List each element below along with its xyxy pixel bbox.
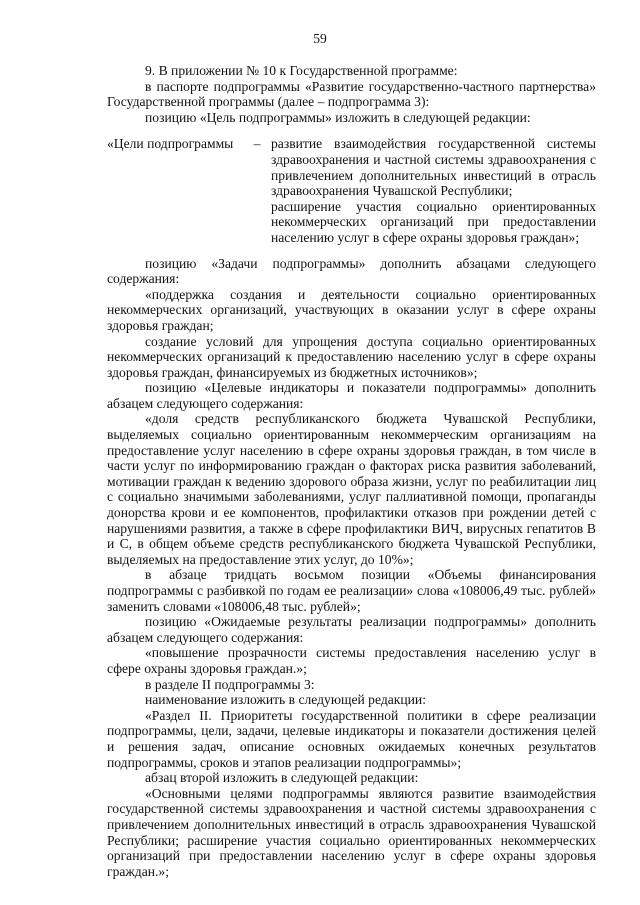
paragraph-second-paragraph-edit: абзац второй изложить в следующей редакции:: [145, 770, 419, 786]
goal-table: [107, 136, 596, 245]
goal-label: «Цели подпрограммы: [107, 136, 234, 152]
paragraph-subprogram-passport: в паспорте подпрограммы «Развитие государственно-частного партнерства» Государственной программы (далее – подпрограмма 3):: [107, 78, 596, 110]
paragraph-section-2-title: «Раздел II. Приоритеты государственной политики в сфере реализации подпрограммы, цели, задачи, целевые индикаторы и показатели достижения целей и решения задач, описание основных ожидаемых конечных результатов подпрограммы, сроков и этапов реализации подпрограммы»;: [107, 707, 596, 770]
paragraph-transparency: «повышение прозрачности системы предоставления населению услуг в сфере охраны здоровья граждан.»;: [107, 645, 596, 676]
goal-text: [271, 136, 596, 245]
goal-line-2: расширение участия социально ориентированных некоммерческих организаций при предоставлении населению услуг в сфере охраны здоровья граждан»;: [271, 198, 596, 245]
paragraph-title-edit: наименование изложить в следующей редакции:: [145, 692, 426, 708]
paragraph-access-conditions: создание условий для упрощения доступа социально ориентированных некоммерческих организаций к предоставлению населению услуг в сфере охраны здоровья граждан, финансируемых из бюджетных источников»;: [107, 333, 596, 380]
paragraph-item-9: 9. В приложении № 10 к Государственной программе:: [145, 63, 458, 78]
paragraph-tasks-position: позицию «Задачи подпрограммы» дополнить абзацами следующего содержания:: [107, 255, 596, 287]
paragraph-financing-amendment: в абзаце тридцать восьмом позиции «Объемы финансирования подпрограммы с разбивкой по годам ее реализации» слова «108006,49 тыс. рублей» заменить словами «108006,48 тыс. рублей»;: [107, 567, 596, 614]
goal-line-1: развитие взаимодействия государственной системы здравоохранения и частной системы здравоохранения с привлечением дополнительных инвестиций в отрасль здравоохранения Чувашской Республики;: [271, 136, 596, 199]
paragraph-indicators-position: позицию «Целевые индикаторы и показатели подпрограммы» дополнить абзацем следующего содержания:: [107, 380, 596, 411]
paragraph-expected-results-position: позицию «Ожидаемые результаты реализации подпрограммы» дополнить абзацем следующего содержания:: [107, 614, 596, 645]
paragraph-goal-position: позицию «Цель подпрограммы» изложить в следующей редакции:: [145, 109, 531, 125]
document-body: [107, 63, 596, 879]
paragraph-section-2: в разделе II подпрограммы 3:: [145, 676, 315, 692]
goal-dash: –: [253, 136, 261, 152]
paragraph-nko-support: «поддержка создания и деятельности социально ориентированных некоммерческих организаций, участвующих в оказании услуг в сфере охраны здоровья граждан;: [107, 286, 596, 333]
paragraph-budget-share: «доля средств республиканского бюджета Чувашской Республики, выделяемых социально ориентированным некоммерческим организациям на предоставление услуг населению в сфере охраны здоровья граждан, в том числе в части услуг по информированию граждан о факторах риска развития заболеваний, мотивации граждан к ведению здорового образа жизни, услуг по реабилитации лиц с социально значимыми заболеваниями, услуг паллиативной помощи, пропаганды донорства крови и ее компонентов, профилактики отказов при рождении детей с нарушениями развития, а также в сфере профилактики ВИЧ, вирусных гепатитов В и С, в общем объеме средств республиканского бюджета Чувашской Республики, выделяемых на предоставление этих услуг, до 10%»;: [107, 411, 596, 567]
paragraph-main-goals: «Основными целями подпрограммы являются развитие взаимодействия государственной системы здравоохранения и частной системы здравоохранения с привлечением дополнительных инвестиций в отрасль здравоохранения Чувашской Республики; расширение участия социально ориентированных некоммерческих организаций при предоставлении населению услуг в сфере охраны здоровья граждан.»;: [107, 785, 596, 879]
page-number: 59: [313, 31, 327, 46]
